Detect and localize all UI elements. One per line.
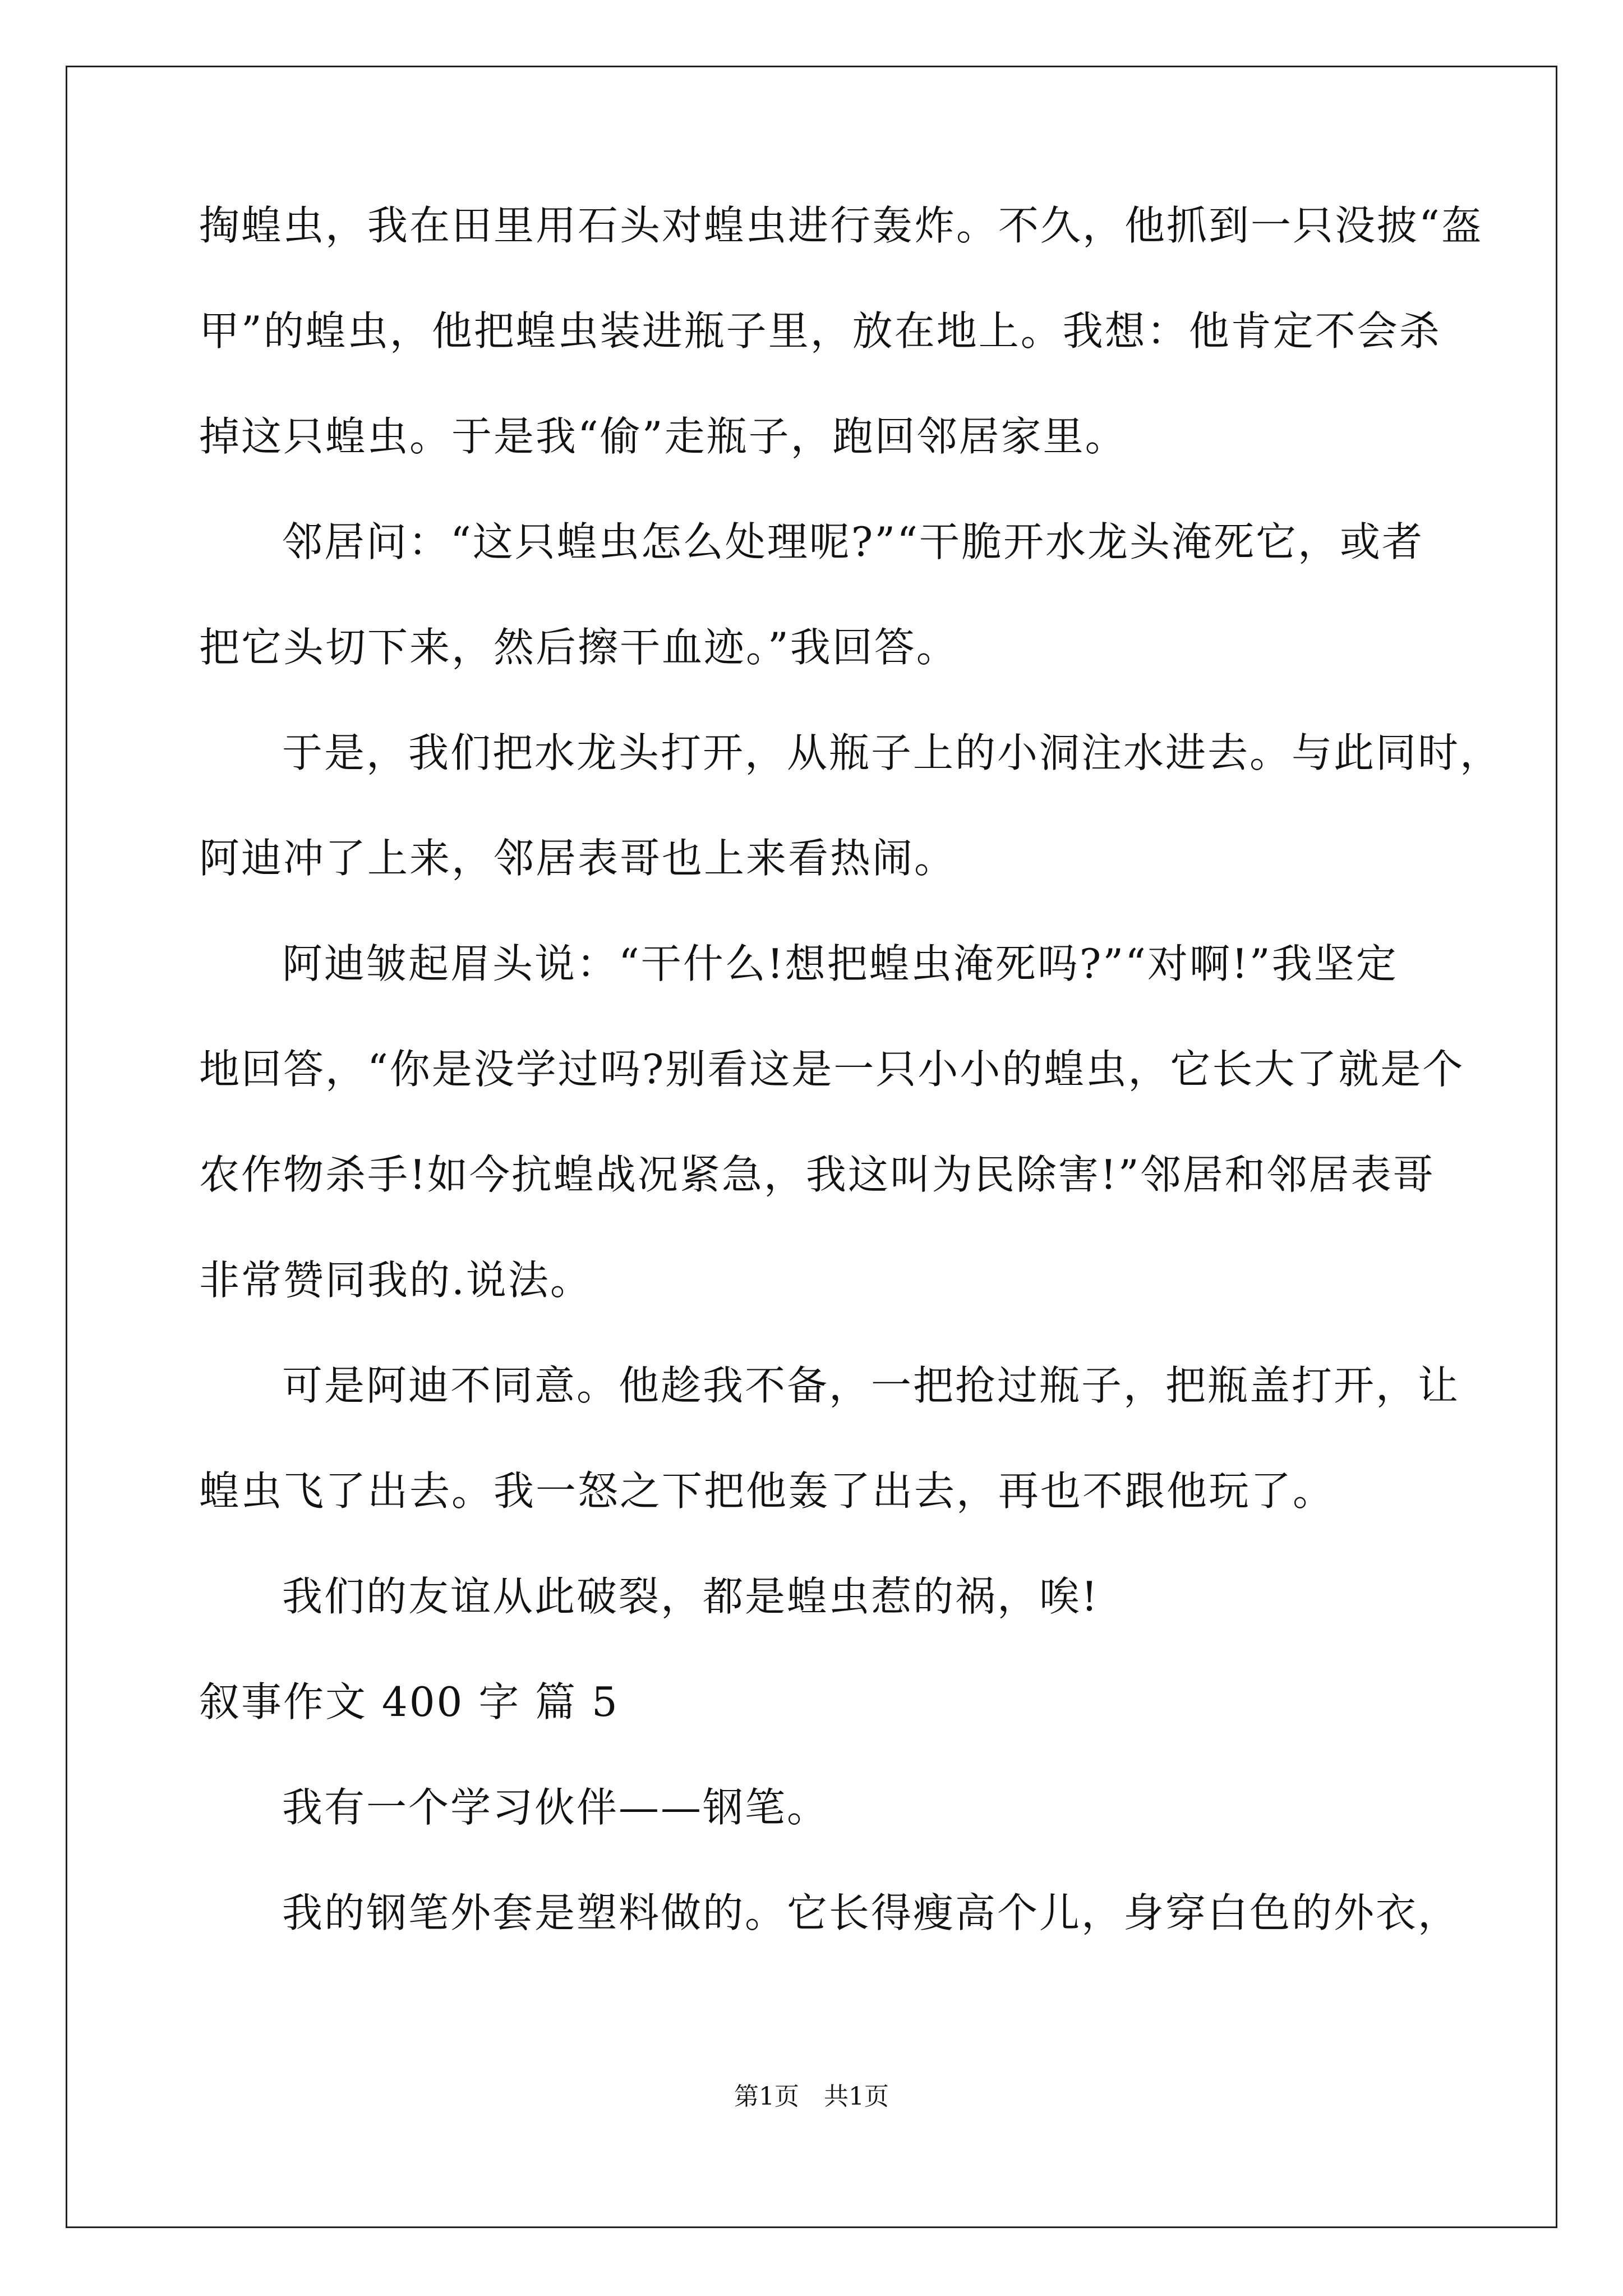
text-line: 阿迪冲了上来，邻居表哥也上来看热闹。 xyxy=(199,835,957,882)
section-heading: 叙事作文 400 字 篇 5 xyxy=(199,1678,619,1726)
text-line: 甲”的蝗虫，他把蝗虫装进瓶子里，放在地上。我想：他肯定不会杀 xyxy=(199,307,1441,355)
text-line: 掏蝗虫，我在田里用石头对蝗虫进行轰炸。不久，他抓到一只没披“盔 xyxy=(199,202,1483,249)
paragraph-start-line: 于是，我们把水龙头打开，从瓶子上的小洞注水进去。与此同时， xyxy=(282,729,1502,776)
page-footer: 第1页 共1页 xyxy=(734,2082,889,2111)
text-line: 蝗虫飞了出去。我一怒之下把他轰了出去，再也不跟他玩了。 xyxy=(199,1467,1335,1515)
paragraph-start-line: 阿迪皱起眉头说：“干什么!想把蝗虫淹死吗?”“对啊!”我坚定 xyxy=(282,940,1398,987)
paragraph-start-line: 我们的友谊从此破裂，都是蝗虫惹的祸，唉! xyxy=(282,1573,1099,1620)
paragraph-start-line: 我有一个学习伙伴——钢笔。 xyxy=(282,1784,829,1831)
text-line: 地回答，“你是没学过吗?别看这是一只小小的蝗虫，它长大了就是个 xyxy=(199,1046,1465,1093)
text-line: 农作物杀手!如今抗蝗战况紧急，我这叫为民除害!”邻居和邻居表哥 xyxy=(199,1151,1435,1198)
text-line: 非常赞同我的.说法。 xyxy=(199,1257,592,1304)
paragraph-start-line: 我的钢笔外套是塑料做的。它长得瘦高个儿，身穿白色的外衣， xyxy=(282,1889,1460,1936)
paragraph-start-line: 邻居问：“这只蝗虫怎么处理呢?”“干脆开水龙头淹死它，或者 xyxy=(282,518,1424,565)
paragraph-start-line: 可是阿迪不同意。他趁我不备，一把抢过瓶子，把瓶盖打开，让 xyxy=(282,1362,1460,1409)
text-line: 把它头切下来，然后擦干血迹。”我回答。 xyxy=(199,624,958,671)
text-line: 掉这只蝗虫。于是我“偷”走瓶子，跑回邻居家里。 xyxy=(199,413,1127,460)
